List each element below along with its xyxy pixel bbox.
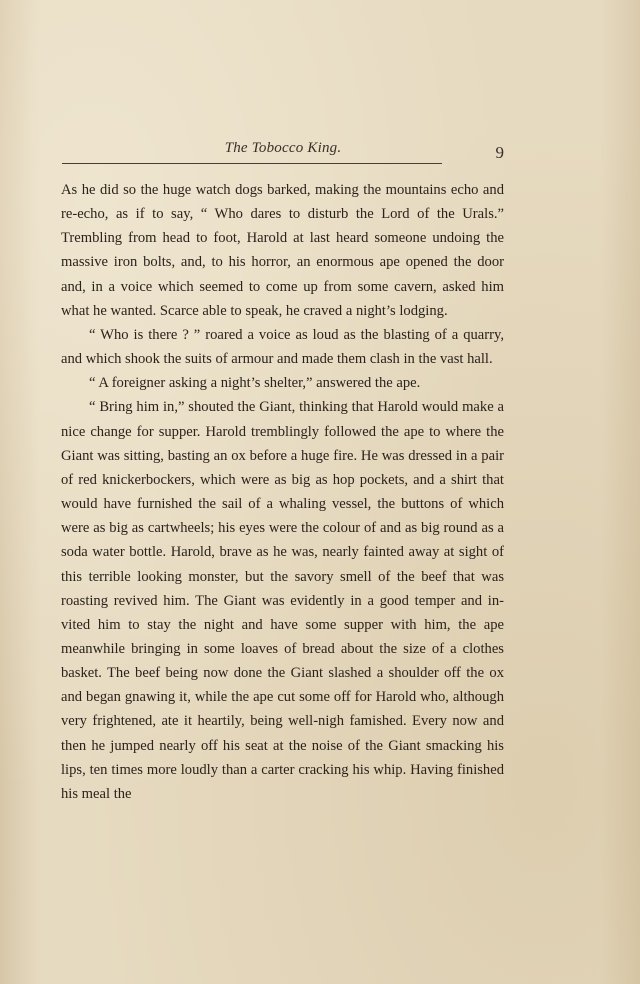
body-text	[61, 178, 504, 806]
running-title: The Tobocco King.	[224, 140, 342, 156]
paragraph-4: “ Bring him in,” shouted the Giant, thinking that Harold would make a nice change for supper. Harold tremblingly followed the ape to where the Giant was sitting, basting an ox before a huge fire. He was dressed in a pair of red knickerbockers, which were as big as hop pockets, and a shirt that would have furnished the sail of a whaling vessel, the buttons of which were as big as cartwheels; his eyes were the colour of and as big round as a soda water bottle. Harold, brave as he was, nearly fainted away at sight of this terrible looking monster, but the savory smell of the beef that was roasting revived him. The Giant was evidently in a good temper and in-vited him to stay the night and have some supper with him, the ape meanwhile bringing in some loaves of bread about the size of a clothes basket. The beef being now done the Giant slashed a shoulder off the ox and began gnawing it, while the ape cut some off for Harold who, although very frightened, ate it heartily, being well-nigh famished. Every now and then he jumped nearly off his seat at the noise of the Giant smacking his lips, ten times more loudly than a carter cracking his whip. Having finished his meal the	[61, 399, 504, 802]
running-head	[62, 136, 504, 166]
header-rule	[62, 163, 442, 164]
paragraph-2: “ Who is there ? ” roared a voice as loud as the blasting of a quarry, and which shook the suits of armour and made them clash in the vast hall.	[61, 326, 504, 368]
page-number: 9	[495, 143, 504, 162]
paragraph-3: “ A foreigner asking a night’s shelter,” answered the ape.	[89, 375, 421, 392]
paragraph-1: As he did so the huge watch dogs barked, making the mountains echo and re-echo, as if to say, “ Who dares to disturb the Lord of the Urals.” Trembling from head to foot, Harold at last heard someone undoing the massive iron bolts, and, to his horror, an enormous ape opened the door and, in a voice which seemed to come up from some cavern, asked him what he wanted. Scarce able to speak, he craved a night’s lodging.	[61, 182, 504, 319]
